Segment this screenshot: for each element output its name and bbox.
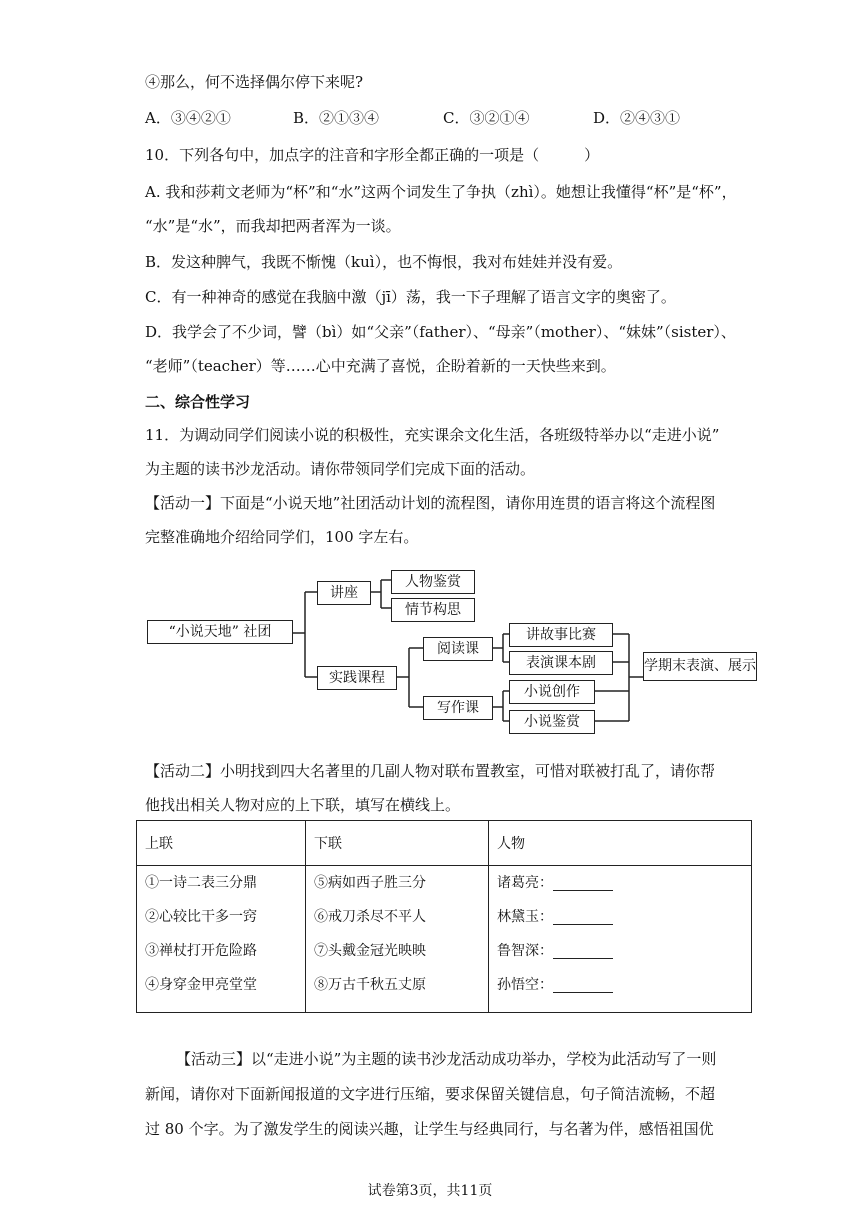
activity3-line2: 新闻，请你对下面新闻报道的文字进行压缩，要求保留关键信息，句子简洁流畅，不超 bbox=[145, 1085, 716, 1103]
answer-blank[interactable] bbox=[553, 876, 613, 891]
person-row bbox=[497, 934, 751, 968]
activity3-line3: 过 80 个字。为了激发学生的阅读兴趣，让学生与经典同行，与名著为伴，感悟祖国优 bbox=[145, 1120, 714, 1138]
flow-lecture-item: 人物鉴赏 bbox=[391, 570, 475, 594]
lower-couplet: ⑦头戴金冠光映映 bbox=[314, 943, 426, 959]
header-upper: 上联 bbox=[137, 821, 306, 866]
q10-stem: 10．下列各句中，加点字的注音和字形全都正确的一项是（ ） bbox=[145, 146, 600, 164]
person-label: 鲁智深： bbox=[497, 943, 553, 959]
q10-option-d-line1: D．我学会了不少词，譬（bì）如“父亲”（father）、“母亲”（mother）、“妹妹”（sister）、 bbox=[145, 323, 736, 341]
lower-couplet: ⑤病如西子胜三分 bbox=[314, 875, 426, 891]
activity3-line1: 【活动三】以“走进小说”为主题的读书沙龙活动成功举办，学校为此活动写了一则 bbox=[176, 1050, 717, 1068]
person-label: 孙悟空： bbox=[497, 977, 553, 993]
lower-couplet: ⑧万古千秋五丈原 bbox=[314, 977, 426, 993]
header-people: 人物 bbox=[489, 821, 752, 866]
flow-reading-item: 表演课本剧 bbox=[509, 651, 613, 675]
flow-lecture: 讲座 bbox=[317, 581, 371, 605]
q10-option-d-line2: “老师”（teacher）等……心中充满了喜悦，企盼着新的一天快些来到。 bbox=[145, 357, 616, 375]
person-label: 诸葛亮： bbox=[497, 875, 553, 891]
flow-lecture-item: 情节构思 bbox=[391, 598, 475, 622]
answer-blank[interactable] bbox=[553, 910, 613, 925]
activity2-line2: 他找出相关人物对应的上下联，填写在横线上。 bbox=[145, 796, 461, 814]
flow-root-club: “小说天地” 社团 bbox=[147, 620, 293, 644]
lower-couplets-cell bbox=[306, 866, 489, 1013]
answer-blank[interactable] bbox=[553, 944, 613, 959]
flow-final-text: 学期末表演、展示 bbox=[644, 658, 756, 674]
person-row bbox=[497, 968, 751, 1002]
flow-practice: 实践课程 bbox=[317, 666, 397, 690]
upper-couplet: ②心较比干多一窍 bbox=[145, 909, 257, 925]
q10-option-a-line1: A. 我和莎莉文老师为“杯”和“水”这两个词发生了争执（zhì）。她想让我懂得“杯”是“杯”， bbox=[145, 183, 737, 201]
upper-couplet: ④身穿金甲亮堂堂 bbox=[145, 977, 257, 993]
flow-reading: 阅读课 bbox=[423, 637, 493, 661]
q10-option-b: B．发这种脾气，我既不惭愧（kuì），也不悔恨，我对布娃娃并没有爱。 bbox=[145, 253, 623, 271]
q9-option-c: C．③②①④ bbox=[443, 109, 530, 127]
header-lower: 下联 bbox=[306, 821, 489, 866]
activity1-line1: 【活动一】下面是“小说天地”社团活动计划的流程图，请你用连贯的语言将这个流程图 bbox=[145, 494, 716, 512]
flow-reading-item: 讲故事比赛 bbox=[509, 623, 613, 647]
upper-couplet: ③禅杖打开危险路 bbox=[145, 943, 257, 959]
flow-writing: 写作课 bbox=[423, 696, 493, 720]
activity2-line1: 【活动二】小明找到四大名著里的几副人物对联布置教室，可惜对联被打乱了，请你帮 bbox=[145, 762, 716, 780]
q9-item-4: ④那么，何不选择偶尔停下来呢? bbox=[145, 73, 364, 91]
person-row bbox=[497, 900, 751, 934]
people-cell bbox=[489, 866, 752, 1013]
flow-writing-item: 小说创作 bbox=[509, 680, 595, 704]
upper-couplets-cell bbox=[137, 866, 306, 1013]
q9-option-b: B．②①③④ bbox=[293, 109, 380, 127]
lower-couplet: ⑥戒刀杀尽不平人 bbox=[314, 909, 426, 925]
q11-intro-line1: 11．为调动同学们阅读小说的积极性，充实课余文化生活，各班级特举办以“走进小说” bbox=[145, 426, 720, 444]
answer-blank[interactable] bbox=[553, 978, 613, 993]
page-footer: 试卷第3页，共11页 bbox=[367, 1183, 493, 1199]
person-row bbox=[497, 866, 751, 900]
club-flowchart bbox=[143, 570, 763, 742]
couplet-table bbox=[136, 820, 752, 1013]
q9-option-a: A．③④②① bbox=[145, 109, 231, 127]
activity1-line2: 完整准确地介绍给同学们，100 字左右。 bbox=[145, 528, 419, 546]
q10-option-a-line2: “水”是“水”，而我却把两者浑为一谈。 bbox=[145, 217, 401, 235]
section-heading: 二、综合性学习 bbox=[145, 393, 251, 411]
flow-final-show bbox=[643, 652, 757, 681]
flow-writing-item: 小说鉴赏 bbox=[509, 710, 595, 734]
q9-option-d: D．②④③① bbox=[593, 109, 681, 127]
upper-couplet: ①一诗二表三分鼎 bbox=[145, 875, 257, 891]
q10-option-c: C．有一种神奇的感觉在我脑中激（jī）荡，我一下子理解了语言文字的奥密了。 bbox=[145, 288, 676, 306]
q11-intro-line2: 为主题的读书沙龙活动。请你带领同学们完成下面的活动。 bbox=[145, 460, 536, 478]
person-label: 林黛玉： bbox=[497, 909, 553, 925]
